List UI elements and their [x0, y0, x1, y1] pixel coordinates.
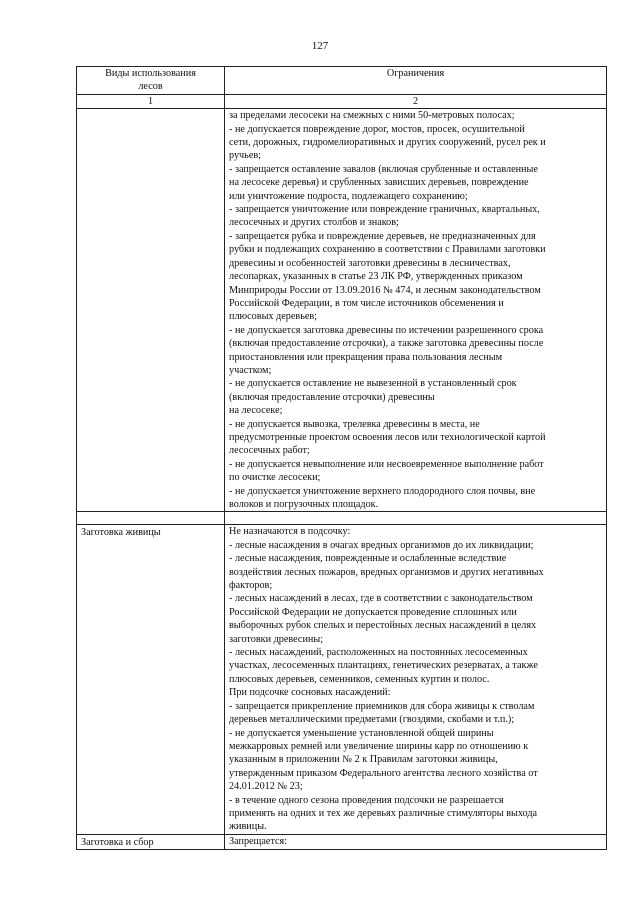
restriction-line: участком;	[229, 364, 272, 376]
restriction-line: заготовки древесины;	[229, 633, 324, 645]
column-number-1: 1	[77, 94, 225, 108]
restriction-line: - не допускается оставление не вывезенной в установленный срок	[229, 378, 517, 390]
header-forest-use	[77, 67, 225, 95]
restriction-line: - запрещается рубка и повреждение деревьев, не предназначенных для	[229, 230, 536, 242]
restriction-line: - не допускается вывозка, трелевка древесины в места, не	[229, 418, 480, 430]
restriction-line: Не назначаются в подсочку:	[229, 526, 351, 538]
restriction-line: сети, дорожных, гидромелиоративных и других сооружений, русел рек и	[229, 137, 546, 149]
restriction-line: - не допускается заготовка древесины по истечении разрешенного срока	[229, 324, 544, 336]
restriction-line: живицы.	[229, 821, 267, 833]
restriction-line: лесосечных и других столбов и знаков;	[229, 217, 399, 229]
restriction-line: При подсочке сосновых насаждений:	[229, 687, 391, 699]
restrictions-cell	[225, 834, 607, 849]
restriction-line: (включая предоставление отсрочки), а также заготовка древесины после	[229, 338, 544, 350]
header-forest-use-line: лесов	[138, 81, 163, 93]
restriction-line: - запрещается оставление завалов (включая срубленные и оставленные	[229, 163, 538, 175]
restriction-line: 24.01.2012 № 23;	[229, 781, 303, 793]
restrictions-cell	[225, 109, 607, 512]
table-row	[77, 525, 607, 834]
restriction-line: воздействия лесных пожаров, вредных организмов и других негативных	[229, 566, 544, 578]
restriction-line: Запрещается:	[229, 835, 288, 847]
restriction-line: - лесные насаждения, поврежденные и ослабленные вследствие	[229, 553, 507, 565]
restriction-line: лесосечных работ;	[229, 445, 310, 457]
restrictions-table	[76, 66, 607, 850]
restriction-line: плюсовых деревьев, семенников, семенных куртин и полос.	[229, 673, 490, 685]
header-row	[77, 67, 607, 95]
restriction-line: - в течение одного сезона проведения подсочки не разрешается	[229, 794, 504, 806]
restriction-line: волоков и погрузочных площадок.	[229, 499, 379, 510]
column-number-row	[77, 94, 607, 108]
header-restrictions: Ограничения	[225, 67, 607, 95]
restriction-line: предусмотренные проектом освоения лесов или технологической картой	[229, 431, 546, 443]
restriction-line: Минприроды России от 13.09.2016 № 474, и лесным законодательством	[229, 284, 541, 296]
restriction-line: ручьев;	[229, 150, 261, 162]
restriction-line: по очистке лесосеки;	[229, 472, 321, 484]
empty-cell	[225, 512, 607, 525]
restriction-line: межкарровых ремней или увеличение ширины карр по отношению к	[229, 740, 529, 752]
restriction-line: факторов;	[229, 580, 273, 592]
restriction-line: лесопарках, указанных в статье 23 ЛК РФ, утвержденных приказом	[229, 271, 523, 283]
restriction-line: Российской Федерации не допускается проведение сплошных или	[229, 606, 517, 618]
restriction-line: - запрещается прикрепление приемников для сбора живицы к стволам	[229, 700, 535, 712]
spacer-row	[77, 512, 607, 525]
column-number-2: 2	[225, 94, 607, 108]
restriction-line: на лесосеке деревья) и срубленных зависших деревьев, повреждение	[229, 177, 529, 189]
restriction-line: - запрещается уничтожение или повреждение граничных, квартальных,	[229, 204, 540, 216]
restriction-line: участках, лесосеменных плантациях, генетических резерватах, а также	[229, 660, 538, 672]
forest-use-cell: Заготовка и сбор	[77, 834, 225, 849]
restriction-line: выборочных рубок спелых и перестойных лесных насаждений в целях	[229, 620, 537, 632]
restriction-line: древесины и особенностей заготовки древесины в лесничествах,	[229, 257, 511, 269]
restriction-line: за пределами лесосеки на смежных с ними 50-метровых полосах;	[229, 110, 515, 122]
restriction-line: - лесные насаждения в очагах вредных организмов до их ликвидации;	[229, 539, 534, 551]
restriction-line: утвержденным приказом Федерального агентства лесного хозяйства от	[229, 767, 538, 779]
restriction-line: на лесосеке;	[229, 405, 283, 417]
restriction-line: рубки и подлежащих сохранению в соответствии с Правилами заготовки	[229, 244, 546, 256]
table-row	[77, 834, 607, 849]
table-row	[77, 109, 607, 512]
restriction-line: - не допускается уменьшение установленной общей ширины	[229, 727, 494, 739]
forest-use-cell	[77, 109, 225, 512]
restriction-line: - не допускается невыполнение или несвоевременное выполнение работ	[229, 458, 544, 470]
restriction-line: - не допускается уничтожение верхнего плодородного слоя почвы, вне	[229, 485, 536, 497]
restriction-line: - не допускается повреждение дорог, мостов, просек, осушительной	[229, 123, 525, 135]
empty-cell	[77, 512, 225, 525]
restriction-line: приостановления или прекращения права пользования лесным	[229, 351, 503, 363]
restriction-line: указанным в приложении № 2 к Правилам заготовки живицы,	[229, 754, 498, 766]
forest-use-cell: Заготовка живицы	[77, 525, 225, 834]
restriction-line: деревьев металлическими предметами (гвоздями, скобами и т.п.);	[229, 714, 515, 726]
restriction-line: применять на одних и тех же деревьях различные стимуляторы выхода	[229, 807, 538, 819]
restriction-line: Российской Федерации, в том числе источников обсеменения и	[229, 297, 504, 309]
restriction-line: - лесных насаждений, расположенных на постоянных лесосеменных	[229, 647, 528, 659]
restrictions-cell	[225, 525, 607, 834]
restriction-line: (включая предоставление отсрочки) древесины	[229, 391, 435, 403]
restriction-line: или уничтожение подроста, подлежащего сохранению;	[229, 190, 468, 202]
restriction-line: - лесных насаждений в лесах, где в соответствии с законодательством	[229, 593, 533, 605]
restriction-line: плюсовых деревьев;	[229, 311, 317, 323]
page-number: 127	[311, 40, 329, 52]
header-forest-use-line: Виды использования	[105, 68, 196, 79]
